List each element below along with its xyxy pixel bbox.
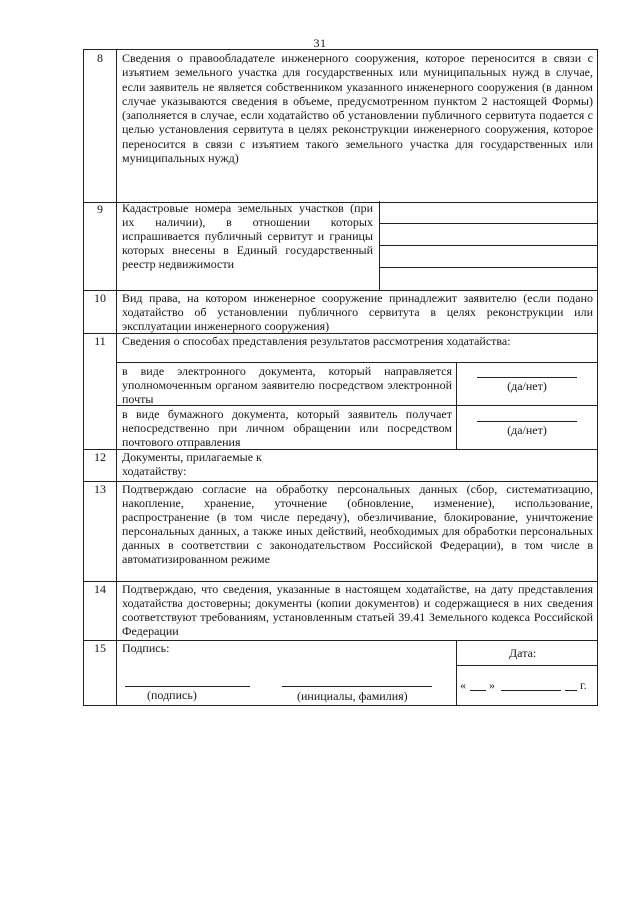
row-text: Сведения о правообладателе инженерного сооружения, которое переносится в связи с изъятием земельного участка для государственных или муниципальных нужд в случае, если заявитель не является собственником указанного инженерного сооружения (в данном случае указываются сведения в объеме, предусмотренном пунктом 2 настоящей Формы) (заполняется в случае, если ходатайство об установлении публичного сервитута подается с целью установления сервитута в целях реконструкции инженерного сооружения, которое переносится в связи с изъятием такого земельного участка для государственных или муниципальных нужд) <box>122 51 593 166</box>
date-open-quote: « <box>460 678 466 692</box>
form-row-13 <box>83 481 598 582</box>
date-close-quote: » <box>489 678 495 692</box>
page-number: 31 <box>313 36 327 50</box>
answer-hint-paper: (да/нет) <box>507 423 547 437</box>
option-paper-text: в виде бумажного документа, который заявитель получает непосредственно при личном обращении или посредством почтового отправления <box>122 407 452 450</box>
row-content <box>117 333 598 449</box>
answer-hint-electronic: (да/нет) <box>507 379 547 393</box>
row-content <box>117 640 598 705</box>
cadastral-numbers-field[interactable] <box>379 201 597 290</box>
row-text: Сведения о способах представления результатов рассмотрения ходатайства: <box>122 334 511 348</box>
option-electronic-text-cell <box>117 363 457 406</box>
row-text: Документы, прилагаемые к ходатайству: <box>122 450 262 479</box>
row-number: 15 <box>83 640 117 705</box>
option-electronic <box>117 362 597 406</box>
form-row-8 <box>83 49 598 203</box>
form-row-11 <box>83 333 598 450</box>
date-month-line[interactable] <box>501 690 561 691</box>
form-row-9 <box>83 201 598 291</box>
date-day-line[interactable] <box>470 690 486 691</box>
row-number: 13 <box>83 481 117 581</box>
option-paper-text-cell <box>117 406 457 450</box>
name-line[interactable] <box>282 686 432 687</box>
row-number: 14 <box>83 581 117 640</box>
date-year-line[interactable] <box>565 690 577 691</box>
date-label: Дата: <box>509 646 537 660</box>
entry-line <box>380 223 597 224</box>
signature-label: Подпись: <box>122 641 170 655</box>
row-content[interactable] <box>117 290 598 333</box>
option-electronic-text: в виде электронного документа, который направляется уполномоченным органом заявителю посредством электронной почты <box>122 364 452 407</box>
row-number: 8 <box>83 50 117 202</box>
option-paper <box>117 405 597 450</box>
row-number: 9 <box>83 201 117 290</box>
row-content <box>117 581 598 640</box>
entry-line <box>380 267 597 268</box>
row-number: 11 <box>83 333 117 449</box>
answer-field-paper[interactable] <box>477 421 577 422</box>
form-row-12 <box>83 449 598 482</box>
answer-field-electronic[interactable] <box>477 377 577 378</box>
row-content <box>117 201 598 290</box>
signature-line[interactable] <box>125 686 250 687</box>
row-number: 12 <box>83 449 117 481</box>
date-divider <box>457 665 597 666</box>
form-row-15 <box>83 640 598 706</box>
row-content[interactable] <box>117 449 598 481</box>
year-suffix: г. <box>580 678 587 692</box>
row-text: Подтверждаю, что сведения, указанные в настоящем ходатайстве, на дату представления ходатайства достоверны; документы (копии документов) и содержащиеся в них сведения соответствуют требованиям, установленным статьей 39.41 Земельного кодекса Российской Федерации <box>122 582 593 639</box>
entry-line <box>380 245 597 246</box>
row-content <box>117 50 598 202</box>
signature-cell <box>117 640 457 705</box>
form-row-14 <box>83 581 598 641</box>
form-row-10 <box>83 290 598 334</box>
row-text: Подтверждаю согласие на обработку персональных данных (сбор, систематизацию, накопление, хранение, уточнение (обновление, изменение), использование, распространение (в том числе передачу), обезличивание, блокирование, уничтожение персональных данных, а также иных действий, необходимых для обработки персональных данных в соответствии с законодательством Российской Федерации), в том числе в автоматизированном режиме <box>122 482 593 567</box>
date-cell <box>457 640 597 705</box>
row-number: 10 <box>83 290 117 333</box>
row-text: Вид права, на котором инженерное сооружение принадлежит заявителю (если подано ходатайство об установлении публичного сервитута в целях реконструкции или эксплуатации инженерного сооружения) <box>122 291 593 334</box>
row-text: Кадастровые номера земельных участков (при их наличии), в отношении которых испрашивается публичный сервитут и границы которых внесены в Единый государственный реестр недвижимости <box>122 201 373 271</box>
cadastral-label-cell <box>117 201 379 290</box>
name-hint: (инициалы, фамилия) <box>297 689 408 703</box>
signature-hint: (подпись) <box>147 688 197 702</box>
row-content <box>117 481 598 581</box>
